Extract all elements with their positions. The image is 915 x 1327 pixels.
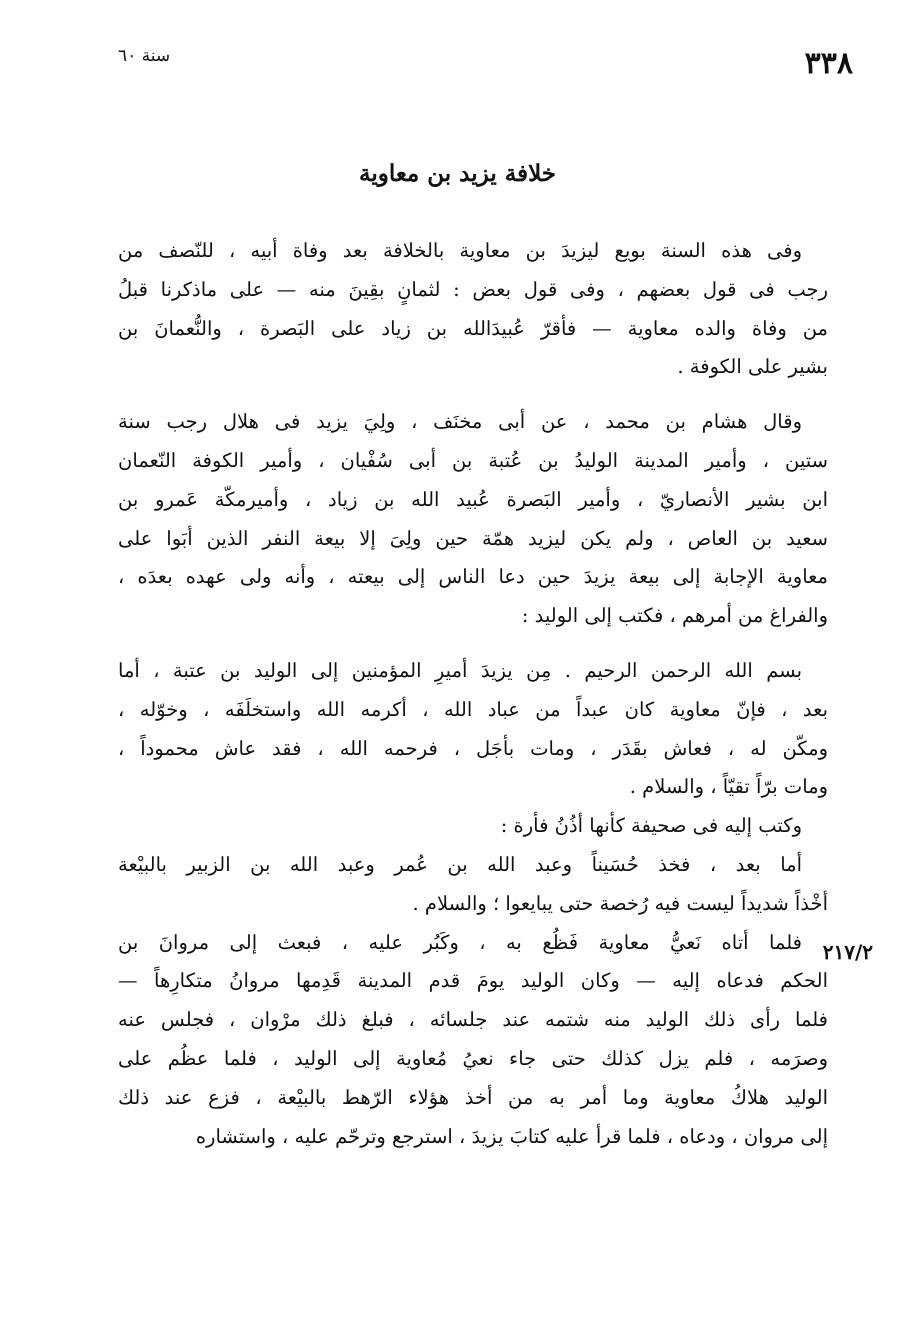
text-line: فلما أتاه نَعيُّ معاوية فَظُع به ، وكَبُر عليه ، فبعث إلى مروانَ بن [118,930,802,954]
text-line: بشير على الكوفة . [677,355,828,379]
text-line: رجب فى قول بعضهم ، وفى قول بعض : لثمانٍ بقِينَ منه — على ماذكرنا قبلُ [118,277,828,301]
text-line: أما بعد ، فخذ حُسَيناً وعبد الله بن عُمر وعبد الله بن الزبير بالبيْعة [118,852,802,876]
paragraph [118,924,828,1157]
text-line: أخْذاً شديداً ليست فيه رُخصة حتى يبايعوا ؛ والسلام . [412,891,828,915]
text-line: الحكم فدعاه إليه — وكان الوليد يومَ قدم المدينة قَدِمها مروانُ متكارِهاً — [118,969,828,993]
paragraph-gap [118,636,828,652]
text-line: ومكّن له ، فعاش بقَدَر ، ومات بأجَل ، فرحمه الله ، فقد عاش محموداً ، [118,736,828,760]
margin-reference: ٢١٧/٢ [822,940,873,964]
paragraph-gap [118,387,828,403]
text-line: وصرَمه ، فلم يزل كذلك حتى جاء نعيُ مُعاوية إلى الوليد ، فلما عظُم على [118,1046,828,1070]
text-line: وكتب إليه فى صحيفة كأنها أذُنُ فأرة : [500,814,802,838]
text-line: بسم الله الرحمن الرحيم . مِن يزيدَ أميرِ المؤمنين إلى الوليد بن عتبة ، أما [118,658,802,682]
text-line: ستين ، وأمير المدينة الوليدُ بن عُتبة بن أبى سُفْيان ، وأمير الكوفة النّعمان [118,448,828,472]
text-line: سعيد بن العاص ، ولم يكن ليزيد همّة حين ولِىَ إلا بيعة النفر الذين أبَوا على [118,526,828,550]
body-text [118,232,828,1156]
text-line: والفراغ من أمرهم ، فكتب إلى الوليد : [521,604,828,628]
chapter-title: خلافة يزيد بن معاوية [358,160,557,187]
text-line: ابن بشير الأنصاريّ ، وأمير البَصرة عُبيد الله بن زياد ، وأميرمكّة عَمرو بن [118,487,828,511]
text-line: من وفاة والده معاوية — فأقرّ عُبيدَالله بن زياد على البَصرة ، والنُّعمانَ بن [118,316,828,340]
paragraph [118,652,828,807]
paragraph [118,807,828,846]
text-line: وفى هذه السنة بويع ليزيدَ بن معاوية بالخلافة بعد وفاة أبيه ، للنّصف من [118,239,802,262]
text-line: وقال هشام بن محمد ، عن أبى مخنَف ، ولِيَ يزيد فى هلال رجب سنة [118,410,802,434]
paragraph [118,232,828,387]
paragraph [118,403,828,636]
text-line: فلما رأى ذلك الوليد منه شتمه عند جلسائه ، فبلغ ذلك مرْوان ، فجلس عنه [118,1008,828,1032]
text-line: الوليد هلاكُ معاوية وما أمر به من أخذ هؤلاء الرّهط بالبيْعة ، فزع عند ذلك [118,1085,828,1109]
text-line: معاوية الإجابة إلى بيعة يزيدَ حين دعا الناس إلى بيعته ، وأنه ولى عهده بعدَه ، [118,565,828,589]
running-head: سنة ٦٠ [118,46,171,66]
paragraph [118,846,828,924]
text-line: ومات برّاً تقيّاً ، والسلام . [629,775,828,799]
page-number: ٣٣٨ [804,46,853,81]
text-line: بعد ، فإنّ معاوية كان عبداً من عباد الله ، أكرمه الله واستخلَفَه ، وخوّله ، [118,697,828,721]
text-line: إلى مروان ، ودعاه ، فلما قرأ عليه كتابَ يزيدَ ، استرجع وترحّم عليه ، واستشاره [195,1124,828,1148]
